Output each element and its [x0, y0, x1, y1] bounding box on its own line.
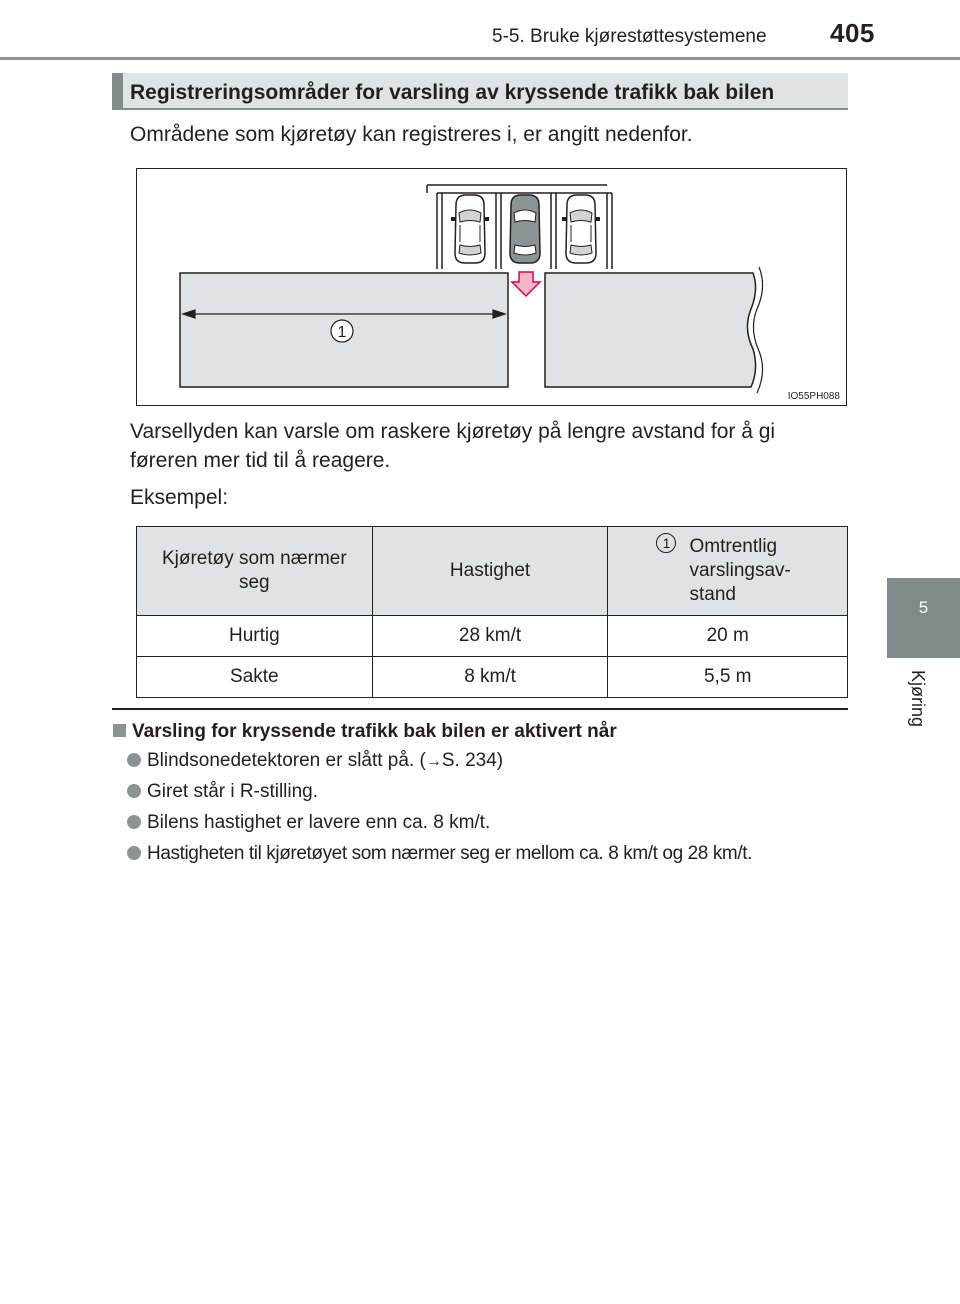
parked-car-right: [562, 195, 600, 263]
paragraph-line-1: Varsellyden kan varsle om raskere kjøretøy på lengre avstand for å gi: [130, 420, 776, 443]
page-number: 405: [830, 18, 875, 48]
cell-speed: 8 km/t: [372, 657, 608, 698]
detection-zone-right: [545, 273, 756, 387]
arrow-right-icon: →: [425, 753, 442, 770]
condition-item-1-text: Blindsonedetektoren er slått på. (: [147, 750, 426, 771]
speed-distance-table: [136, 526, 848, 698]
chapter-tab: [887, 578, 960, 658]
example-label: Eksempel:: [130, 486, 229, 509]
bullet-dot-icon: [127, 815, 141, 829]
condition-item-3: [127, 812, 490, 834]
header-distance-line2: varslingsav-: [689, 560, 791, 581]
chapter-label-text: Kjøring: [908, 670, 928, 728]
figure-code: IO55PH088: [787, 391, 840, 402]
condition-item-3-text: Bilens hastighet er lavere enn ca. 8 km/t.: [147, 812, 491, 833]
cell-vehicle: Sakte: [137, 657, 373, 698]
conditions-heading: [113, 721, 617, 743]
bullet-dot-icon: [127, 784, 141, 798]
header-vehicle-line2: seg: [238, 572, 270, 593]
header-distance-line3: stand: [689, 584, 736, 605]
table-header-row: [137, 527, 848, 616]
detection-area-diagram: [137, 169, 846, 405]
condition-item-1-ref: S. 234): [441, 750, 504, 771]
section-header-underline: [112, 108, 848, 110]
section-title: Registreringsområder for varsling av kryssende trafikk bak bilen: [130, 81, 775, 104]
condition-item-4: [127, 843, 752, 865]
paragraph-line-2: føreren mer tid til å reagere.: [130, 449, 391, 472]
condition-item-2: [127, 781, 318, 803]
condition-item-1: [127, 750, 503, 772]
section-intro: Områdene som kjøretøy kan registreres i, er angitt nedenfor.: [130, 123, 693, 146]
square-bullet-icon: [113, 724, 126, 737]
range-marker-number: 1: [337, 324, 347, 341]
running-head: 5-5. Bruke kjørestøttesystemene: [492, 26, 767, 47]
header-vehicle-line1: Kjøretøy som nærmer: [161, 548, 347, 569]
chapter-number: 5: [918, 598, 929, 617]
chapter-label: [908, 670, 938, 750]
header-speed: [372, 527, 608, 616]
table-row: [137, 657, 848, 698]
reversing-car: [510, 195, 540, 263]
reverse-direction-arrow: [512, 272, 540, 296]
bullet-dot-icon: [127, 846, 141, 860]
condition-item-4-text: Hastigheten til kjøretøyet som nærmer seg er mellom ca. 8 km/t og 28 km/t.: [147, 843, 752, 864]
detection-area-figure: [136, 168, 847, 406]
header-vehicle: [137, 527, 373, 616]
header-distance-line1: Omtrentlig: [689, 536, 778, 557]
header-distance-marker: 1: [656, 533, 676, 553]
conditions-heading-text: Varsling for kryssende trafikk bak bilen er aktivert når: [132, 721, 617, 742]
table-row: [137, 616, 848, 657]
section-rule: [112, 708, 848, 710]
cell-speed: 28 km/t: [372, 616, 608, 657]
header-distance: [608, 527, 848, 616]
cell-distance: 20 m: [608, 616, 848, 657]
section-header-accent: [112, 73, 123, 109]
condition-item-2-text: Giret står i R-stilling.: [147, 781, 319, 802]
cell-distance: 5,5 m: [608, 657, 848, 698]
cell-vehicle: Hurtig: [137, 616, 373, 657]
bullet-dot-icon: [127, 753, 141, 767]
header-divider: [0, 57, 960, 60]
parked-car-left: [451, 195, 489, 263]
header-speed-text: Hastighet: [449, 560, 531, 581]
